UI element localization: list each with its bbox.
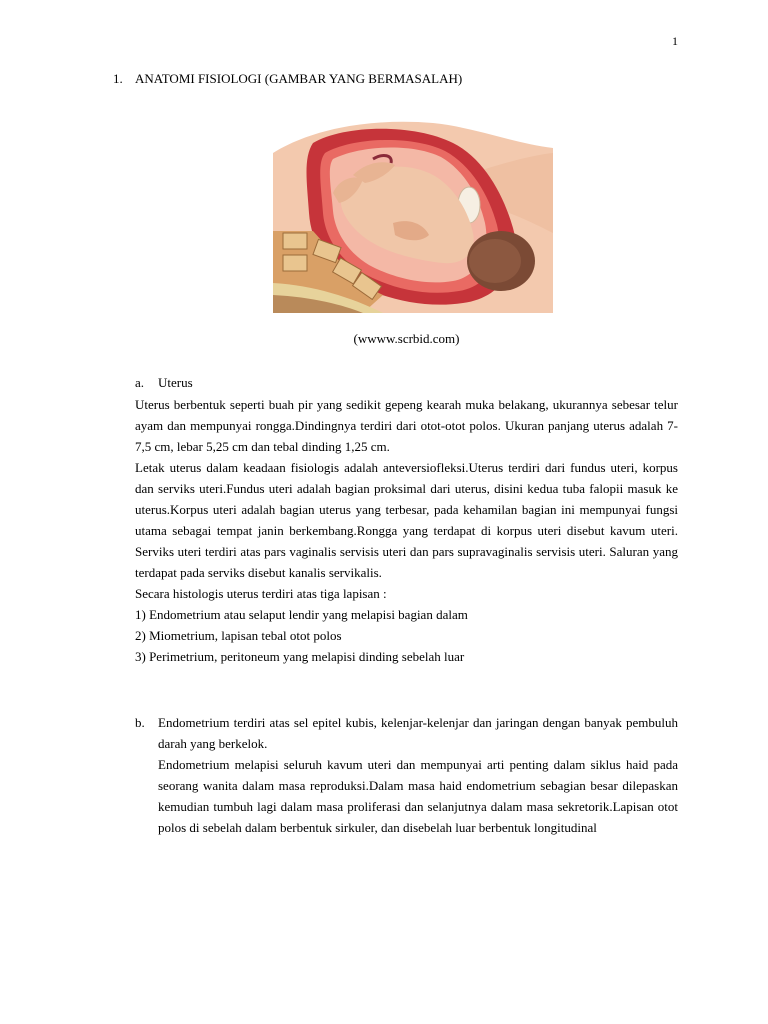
endometrium-paragraph-2: Endometrium melapisi seluruh kavum uteri dan mempunyai arti penting dalam siklus haid pada seorang wanita dalam masa reproduksi.Dalam masa haid endometrium sebagian besar dilepaskan kemudian tumbuh lagi dalam masa proliferasi dan selanjutnya dalam masa sekretorik.Lapisan otot polos di sebelah dalam berbentuk sirkuler, dan disebelah luar berbentuk longitudinal [158,757,678,835]
uterus-paragraph-1: Uterus berbentuk seperti buah pir yang sedikit gepeng kearah muka belakang, ukurannya sebesar telur ayam dan mempunyai rongga.Dindingnya terdiri dari otot-otot polos. Ukuran panjang uterus adalah 7-7,5 cm, lebar 5,25 cm dan tebal dinding 1,25 cm. [135,397,678,454]
section-heading [113,71,462,87]
subsection-a-heading [135,375,193,391]
subsection-a-title: Uterus [158,375,193,390]
heading-title: ANATOMI FISIOLOGI (GAMBAR YANG BERMASALAH) [135,71,463,86]
page-number: 1 [672,34,678,48]
heading-number: 1. [113,71,123,86]
uterus-paragraph-2: Letak uterus dalam keadaan fisiologis adalah anteversiofleksi.Uterus terdiri dari fundus uteri, korpus dan serviks uteri.Fundus uteri adalah bagian proksimal dari uterus, disini kedua tuba falopii masuk ke uterus.Korpus uteri adalah bagian uterus yang terbesar, pada kehamilan bagian ini mempunyai fungsi utama sebagai tempat janin berkembang.Rongga yang terdapat di korpus uteri disebut kavum uteri. Serviks uteri terdiri atas pars vaginalis servisis uteri dan pars supravaginalis servisis uteri. Saluran yang terdapat pada serviks disebut kanalis servikalis. [135,460,678,580]
subsection-b-letter: b. [135,715,145,730]
layer-item: 1) Endometrium atau selaput lendir yang melapisi bagian dalam [135,607,468,622]
subsection-a-letter: a. [135,375,145,390]
subsection-b [135,712,678,838]
figure-caption: (wwww.scrbid.com) [353,331,460,346]
layer-item: 2) Miometrium, lapisan tebal otot polos [135,628,342,643]
endometrium-paragraph-1: Endometrium terdiri atas sel epitel kubis, kelenjar-kelenjar dan jaringan dengan banyak pembuluh darah yang berkelok. [158,715,678,751]
layer-item: 3) Perimetrium, peritoneum yang melapisi dinding sebelah luar [135,649,465,664]
histology-intro: Secara histologis uterus terdiri atas tiga lapisan : [135,586,387,601]
uterus-fetus-illustration [273,113,553,313]
subsection-a-body [135,394,678,667]
